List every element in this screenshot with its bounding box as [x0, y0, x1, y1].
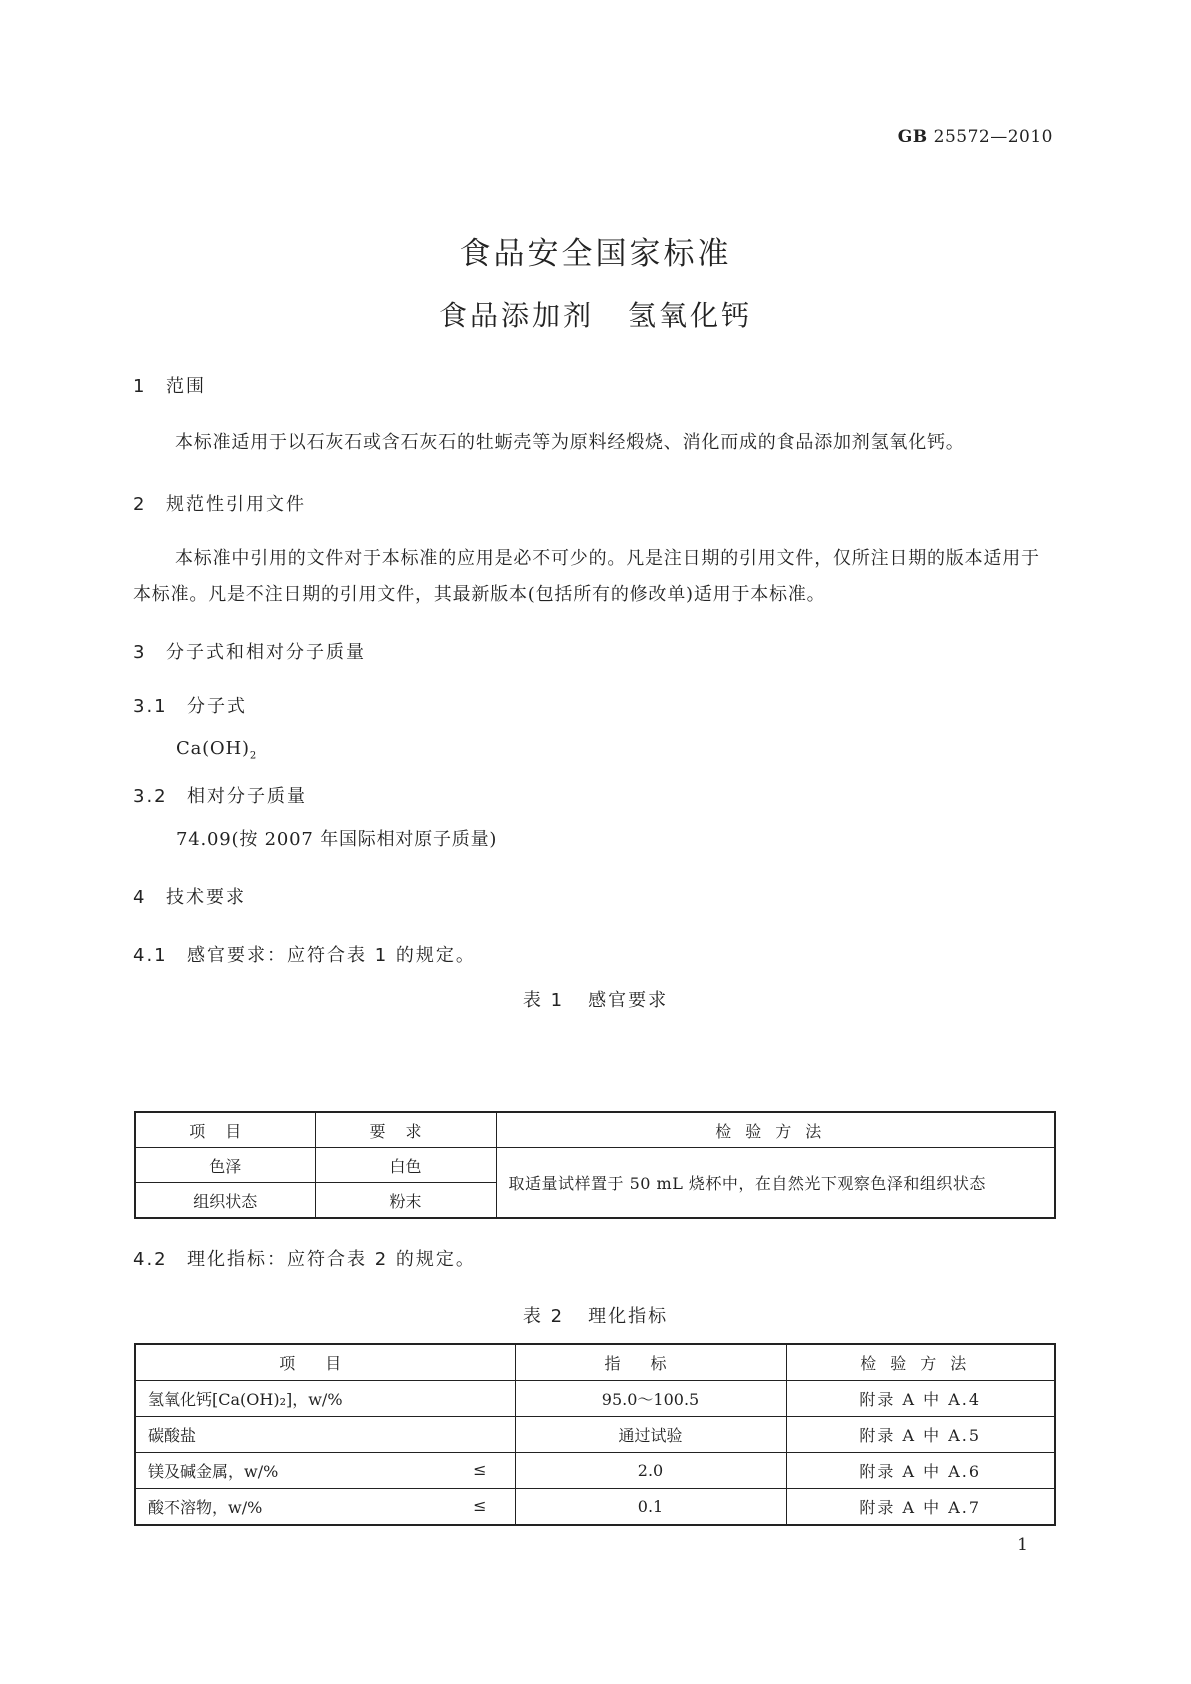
- table-cell-value: 0.1: [515, 1489, 786, 1526]
- table-cell-method: 附录 A 中 A.7: [786, 1489, 1055, 1526]
- section-1-paragraph: 本标准适用于以石灰石或含石灰石的牡蛎壳等为原料经煅烧、消化而成的食品添加剂氢氧化钙。: [175, 432, 965, 453]
- table-cell: 白色: [315, 1148, 496, 1183]
- table-header-cell: 项目: [135, 1112, 315, 1148]
- table-header-cell: 检验方法: [786, 1344, 1055, 1381]
- table-cell-method: 附录 A 中 A.4: [786, 1381, 1055, 1417]
- subtitle-part-b: 氢氧化钙: [628, 299, 753, 332]
- table-cell-value: 通过试验: [515, 1417, 786, 1453]
- table-cell-item: 酸不溶物，w/% ≤: [135, 1489, 515, 1526]
- table-cell: 组织状态: [135, 1183, 315, 1219]
- table-cell: 粉末: [315, 1183, 496, 1219]
- section-heading-1: 1 范围: [133, 376, 206, 397]
- section-heading-3: 3 分子式和相对分子质量: [133, 642, 366, 663]
- table-cell: 色泽: [135, 1148, 315, 1183]
- table-cell-item: 镁及碱金属，w/% ≤: [135, 1453, 515, 1489]
- section-heading-3-2: 3.2 相对分子质量: [133, 786, 307, 807]
- table-2: [134, 1343, 1056, 1526]
- table-header-cell: 检验方法: [496, 1112, 1055, 1148]
- table-row: [135, 1381, 1055, 1417]
- section-heading-4: 4 技术要求: [133, 887, 246, 908]
- table-header-cell: 项目: [135, 1344, 515, 1381]
- table-cell-value: 2.0: [515, 1453, 786, 1489]
- table-header-cell: 指标: [515, 1344, 786, 1381]
- table-header-cell: 要求: [315, 1112, 496, 1148]
- table-cell-method: 取适量试样置于 50 mL 烧杯中，在自然光下观察色泽和组织状态: [496, 1148, 1055, 1219]
- subtitle-part-a: 食品添加剂: [438, 299, 594, 332]
- table-row: [135, 1417, 1055, 1453]
- table-cell-value: 95.0～100.5: [515, 1381, 786, 1417]
- table-1-caption: 表 1 感官要求: [522, 990, 669, 1011]
- section-heading-3-1: 3.1 分子式: [133, 696, 247, 717]
- table-1-header-row: [135, 1112, 1055, 1148]
- table-2-header-row: [135, 1344, 1055, 1381]
- document-subtitle: [0, 294, 1191, 334]
- table-row: [135, 1489, 1055, 1526]
- page-number: 1: [1017, 1535, 1028, 1555]
- table-1: [134, 1111, 1056, 1219]
- molecular-formula: $Ca(OH)_2$: [176, 738, 257, 762]
- table-cell-method: 附录 A 中 A.5: [786, 1417, 1055, 1453]
- table-cell-item: 氢氧化钙[Ca(OH)₂]，w/%: [135, 1381, 515, 1417]
- standard-code: [898, 127, 1053, 147]
- table-2-caption: 表 2 理化指标: [522, 1306, 669, 1327]
- table-row: [135, 1148, 1055, 1183]
- table-cell-method: 附录 A 中 A.6: [786, 1453, 1055, 1489]
- section-heading-2: 2 规范性引用文件: [133, 494, 306, 515]
- standard-number: 25572—2010: [933, 127, 1053, 147]
- le-symbol: ≤: [473, 1460, 487, 1479]
- standard-prefix: GB: [897, 127, 928, 147]
- section-heading-4-2: 4.2 理化指标：应符合表 2 的规定。: [133, 1249, 476, 1270]
- table-row: [135, 1453, 1055, 1489]
- le-symbol: ≤: [473, 1496, 487, 1515]
- section-heading-4-1: 4.1 感官要求：应符合表 1 的规定。: [133, 945, 476, 966]
- molecular-mass-value: 74.09(按 2007 年国际相对原子质量): [176, 829, 498, 850]
- section-2-paragraph: 本标准中引用的文件对于本标准的应用是必不可少的。凡是注日期的引用文件，仅所注日期的版本适用于本标准。凡是不注日期的引用文件，其最新版本(包括所有的修改单)适用于本标准。: [133, 548, 1040, 605]
- table-cell-item: 碳酸盐: [135, 1417, 515, 1453]
- document-title: 食品安全国家标准: [459, 236, 732, 272]
